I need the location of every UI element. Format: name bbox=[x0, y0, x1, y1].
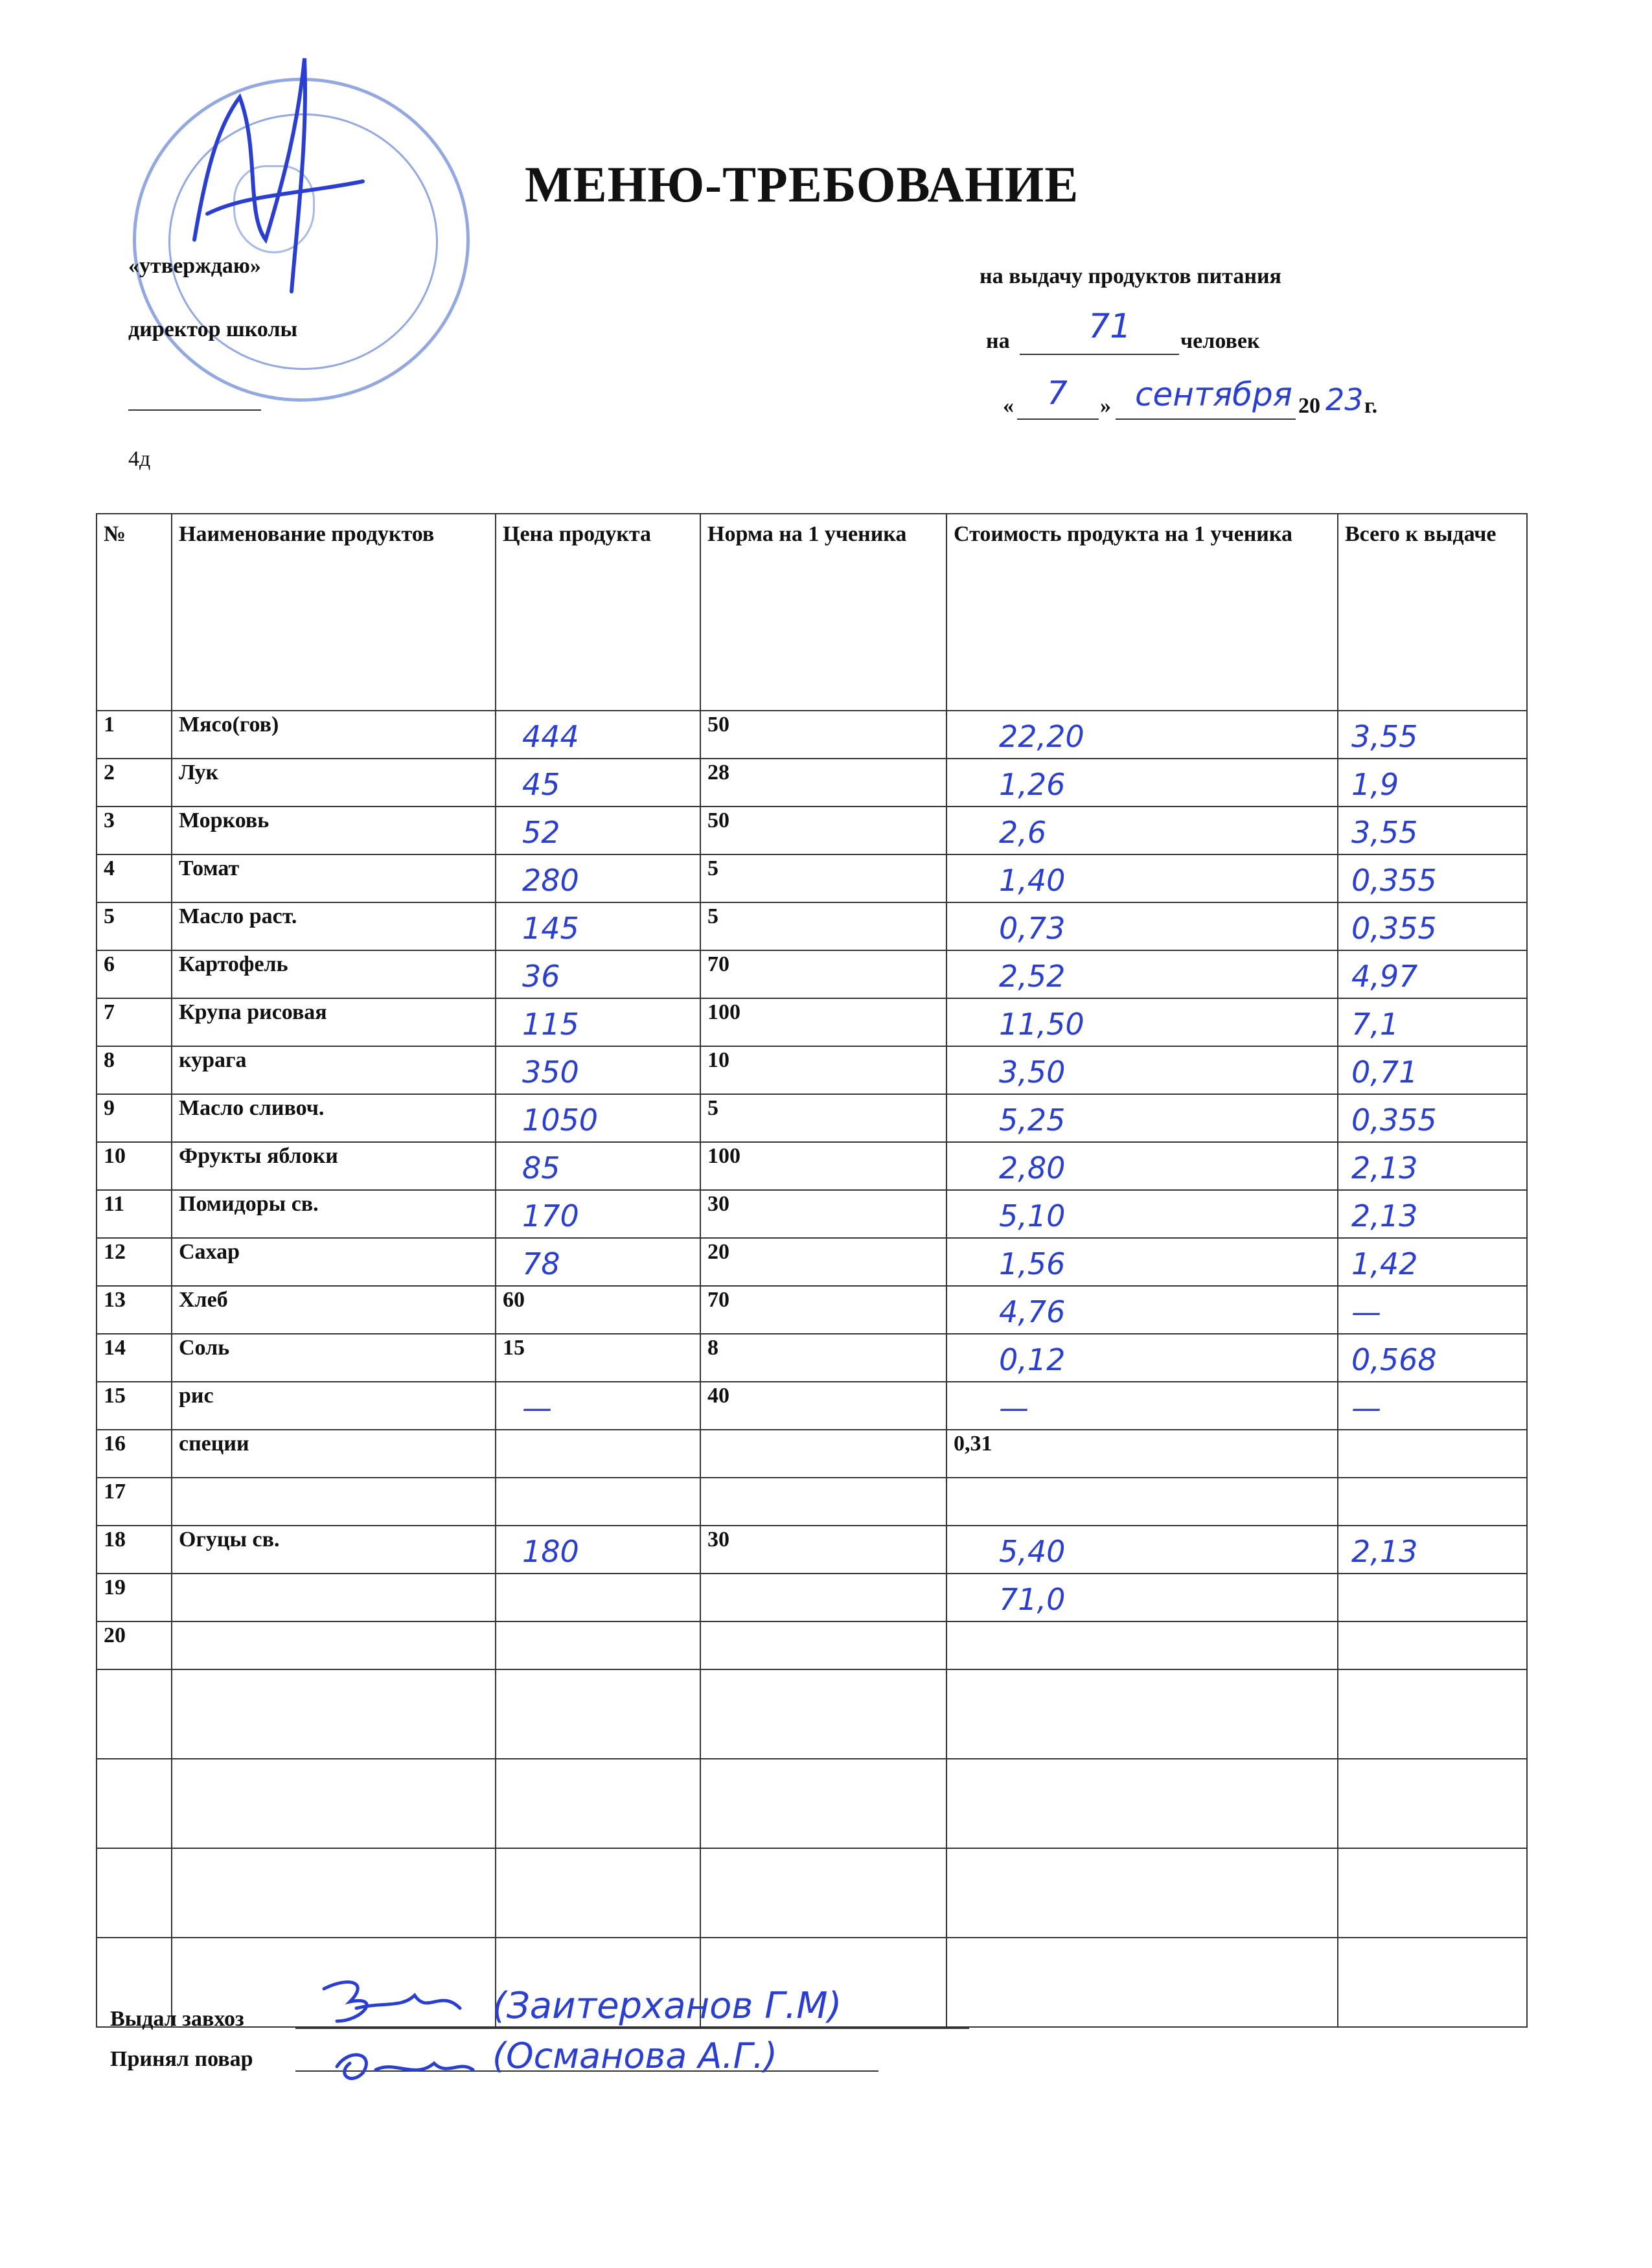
col-header-number: № bbox=[97, 514, 172, 711]
cost-per-student: 0,31 bbox=[946, 1430, 1338, 1478]
table-row bbox=[97, 1094, 1527, 1142]
product-price bbox=[496, 1478, 700, 1526]
cost-per-student-handwritten: 5,25 bbox=[999, 1103, 1066, 1138]
total-to-issue bbox=[1338, 1094, 1527, 1142]
cost-per-student bbox=[946, 854, 1338, 902]
empty-cell bbox=[172, 1669, 496, 1759]
row-number: 9 bbox=[97, 1094, 172, 1142]
table-row bbox=[97, 1478, 1527, 1526]
total-to-issue-handwritten: 2,13 bbox=[1351, 1198, 1418, 1233]
year-end: г. bbox=[1364, 394, 1378, 418]
cost-per-student bbox=[946, 1621, 1338, 1669]
product-price bbox=[496, 711, 700, 759]
approve-label: «утверждаю» bbox=[128, 254, 261, 278]
norm-per-student: 5 bbox=[700, 854, 946, 902]
total-to-issue bbox=[1338, 1190, 1527, 1238]
product-name: Сахар bbox=[172, 1238, 496, 1286]
col-header-price: Цена продукта bbox=[496, 514, 700, 711]
table-row bbox=[97, 1526, 1527, 1574]
product-name: Томат bbox=[172, 854, 496, 902]
cost-per-student-handwritten: 11,50 bbox=[999, 1007, 1084, 1042]
product-price bbox=[496, 1094, 700, 1142]
cost-per-student bbox=[946, 711, 1338, 759]
empty-cell bbox=[1338, 1759, 1527, 1848]
product-price bbox=[496, 1142, 700, 1190]
empty-cell bbox=[97, 1759, 172, 1848]
table-row bbox=[97, 998, 1527, 1046]
total-to-issue-handwritten: 2,13 bbox=[1351, 1151, 1418, 1186]
table-row bbox=[97, 807, 1527, 854]
product-name: Масло сливоч. bbox=[172, 1094, 496, 1142]
product-price bbox=[496, 807, 700, 854]
issued-by-signature bbox=[311, 1969, 479, 2041]
product-price-handwritten: 350 bbox=[522, 1055, 579, 1090]
norm-per-student: 30 bbox=[700, 1190, 946, 1238]
product-price bbox=[496, 998, 700, 1046]
total-to-issue bbox=[1338, 1430, 1527, 1478]
empty-table-row bbox=[97, 1848, 1527, 1938]
empty-cell bbox=[946, 1938, 1338, 2027]
people-prefix: на bbox=[986, 329, 1010, 353]
row-number: 5 bbox=[97, 902, 172, 950]
director-label: директор школы bbox=[128, 317, 298, 341]
total-to-issue bbox=[1338, 711, 1527, 759]
empty-cell bbox=[1338, 1848, 1527, 1938]
total-to-issue bbox=[1338, 1142, 1527, 1190]
product-name: Крупа рисовая bbox=[172, 998, 496, 1046]
row-number: 1 bbox=[97, 711, 172, 759]
row-number: 3 bbox=[97, 807, 172, 854]
cost-per-student-handwritten: 22,20 bbox=[999, 719, 1084, 754]
product-price bbox=[496, 1190, 700, 1238]
people-suffix: человек bbox=[1180, 329, 1260, 353]
cost-per-student bbox=[946, 759, 1338, 807]
row-number: 17 bbox=[97, 1478, 172, 1526]
cost-per-student-handwritten: 1,56 bbox=[999, 1246, 1066, 1281]
norm-per-student: 50 bbox=[700, 807, 946, 854]
total-to-issue-handwritten: 0,355 bbox=[1351, 863, 1437, 898]
cost-per-student bbox=[946, 1526, 1338, 1574]
row-number: 10 bbox=[97, 1142, 172, 1190]
cost-per-student bbox=[946, 950, 1338, 998]
table-row bbox=[97, 1286, 1527, 1334]
empty-cell bbox=[496, 1759, 700, 1848]
product-price-handwritten: 36 bbox=[522, 959, 560, 994]
table-row bbox=[97, 854, 1527, 902]
total-to-issue-handwritten: 1,9 bbox=[1351, 767, 1399, 802]
norm-per-student bbox=[700, 1621, 946, 1669]
empty-cell bbox=[496, 1669, 700, 1759]
norm-per-student: 20 bbox=[700, 1238, 946, 1286]
menu-requisition-table bbox=[96, 513, 1528, 2028]
table-row bbox=[97, 1334, 1527, 1382]
row-number: 13 bbox=[97, 1286, 172, 1334]
product-price bbox=[496, 1430, 700, 1478]
date-day: 7 bbox=[1047, 374, 1068, 412]
empty-cell bbox=[97, 1848, 172, 1938]
col-header-total: Всего к выдаче bbox=[1338, 514, 1527, 711]
row-number: 4 bbox=[97, 854, 172, 902]
product-price-handwritten: 115 bbox=[522, 1007, 579, 1042]
product-name: Лук bbox=[172, 759, 496, 807]
cost-per-student bbox=[946, 1238, 1338, 1286]
row-number: 7 bbox=[97, 998, 172, 1046]
issued-by-label: Выдал завхоз bbox=[110, 2007, 244, 2031]
empty-cell bbox=[700, 1669, 946, 1759]
norm-per-student: 5 bbox=[700, 1094, 946, 1142]
cost-per-student-handwritten: 2,6 bbox=[999, 815, 1047, 850]
total-to-issue-handwritten: 7,1 bbox=[1351, 1007, 1399, 1042]
product-price: 60 bbox=[496, 1286, 700, 1334]
cost-per-student-handwritten: 1,26 bbox=[999, 767, 1066, 802]
empty-cell bbox=[700, 1848, 946, 1938]
cost-per-student bbox=[946, 1478, 1338, 1526]
total-to-issue bbox=[1338, 1046, 1527, 1094]
total-to-issue bbox=[1338, 1478, 1527, 1526]
empty-table-row bbox=[97, 1759, 1527, 1848]
product-price bbox=[496, 1621, 700, 1669]
table-row bbox=[97, 1430, 1527, 1478]
total-to-issue bbox=[1338, 1238, 1527, 1286]
col-header-norm: Норма на 1 ученика bbox=[700, 514, 946, 711]
cost-per-student bbox=[946, 1382, 1338, 1430]
product-price-handwritten: 52 bbox=[522, 815, 560, 850]
product-price-handwritten: 85 bbox=[522, 1151, 560, 1186]
date-close-quote: » bbox=[1100, 394, 1111, 418]
empty-table-row bbox=[97, 1669, 1527, 1759]
product-price-handwritten: — bbox=[522, 1390, 552, 1425]
table-row bbox=[97, 759, 1527, 807]
table-row bbox=[97, 1142, 1527, 1190]
product-price bbox=[496, 1238, 700, 1286]
product-price bbox=[496, 1526, 700, 1574]
norm-per-student bbox=[700, 1430, 946, 1478]
cost-per-student bbox=[946, 1094, 1338, 1142]
row-number: 19 bbox=[97, 1574, 172, 1621]
table-row bbox=[97, 1190, 1527, 1238]
product-price: 15 bbox=[496, 1334, 700, 1382]
table-row bbox=[97, 1046, 1527, 1094]
subtitle: на выдачу продуктов питания bbox=[980, 264, 1281, 288]
product-name: специи bbox=[172, 1430, 496, 1478]
table-header-row bbox=[97, 514, 1527, 711]
people-count: 71 bbox=[1088, 307, 1132, 346]
norm-per-student: 70 bbox=[700, 950, 946, 998]
issued-by-name: (Заитерханов Г.М) bbox=[492, 1985, 842, 2027]
norm-per-student: 5 bbox=[700, 902, 946, 950]
row-number: 8 bbox=[97, 1046, 172, 1094]
product-price-handwritten: 444 bbox=[522, 719, 579, 754]
total-to-issue-handwritten: 4,97 bbox=[1351, 959, 1418, 994]
product-name: Морковь bbox=[172, 807, 496, 854]
row-number: 16 bbox=[97, 1430, 172, 1478]
row-number: 20 bbox=[97, 1621, 172, 1669]
empty-cell bbox=[946, 1759, 1338, 1848]
row-number: 11 bbox=[97, 1190, 172, 1238]
product-price bbox=[496, 854, 700, 902]
date-open-quote: « bbox=[1003, 394, 1014, 418]
cost-per-student-handwritten: 0,73 bbox=[999, 911, 1066, 946]
received-by-label: Принял повар bbox=[110, 2047, 253, 2071]
cost-per-student-handwritten: — bbox=[999, 1390, 1029, 1425]
product-name: Мясо(гов) bbox=[172, 711, 496, 759]
total-to-issue bbox=[1338, 759, 1527, 807]
row-number: 15 bbox=[97, 1382, 172, 1430]
cost-per-student bbox=[946, 1190, 1338, 1238]
empty-cell bbox=[496, 1848, 700, 1938]
cost-per-student-handwritten: 3,50 bbox=[999, 1055, 1066, 1090]
year-prefix: 20 bbox=[1298, 394, 1320, 418]
product-price-handwritten: 145 bbox=[522, 911, 579, 946]
product-price-handwritten: 180 bbox=[522, 1534, 579, 1569]
table-row bbox=[97, 711, 1527, 759]
col-header-product-name: Наименование продуктов bbox=[172, 514, 496, 711]
director-signature-line bbox=[128, 409, 261, 411]
table-row bbox=[97, 950, 1527, 998]
empty-cell bbox=[946, 1669, 1338, 1759]
total-to-issue bbox=[1338, 1286, 1527, 1334]
row-number: 12 bbox=[97, 1238, 172, 1286]
table-row bbox=[97, 1621, 1527, 1669]
cost-per-student bbox=[946, 807, 1338, 854]
total-to-issue-handwritten: 0,355 bbox=[1351, 911, 1437, 946]
empty-cell bbox=[172, 1848, 496, 1938]
product-name bbox=[172, 1574, 496, 1621]
cost-per-student-handwritten: 5,10 bbox=[999, 1198, 1066, 1233]
norm-per-student: 8 bbox=[700, 1334, 946, 1382]
product-price-handwritten: 280 bbox=[522, 863, 579, 898]
product-price-handwritten: 170 bbox=[522, 1198, 579, 1233]
cost-per-student-handwritten: 2,80 bbox=[999, 1151, 1066, 1186]
cost-per-student bbox=[946, 1574, 1338, 1621]
product-name: Масло раст. bbox=[172, 902, 496, 950]
cost-per-student bbox=[946, 1334, 1338, 1382]
total-to-issue-handwritten: — bbox=[1351, 1294, 1381, 1329]
total-to-issue bbox=[1338, 902, 1527, 950]
total-to-issue bbox=[1338, 854, 1527, 902]
row-number: 2 bbox=[97, 759, 172, 807]
product-price bbox=[496, 902, 700, 950]
norm-per-student: 50 bbox=[700, 711, 946, 759]
total-to-issue-handwritten: 3,55 bbox=[1351, 815, 1418, 850]
year-suffix: 23 bbox=[1325, 382, 1364, 417]
product-price-handwritten: 45 bbox=[522, 767, 560, 802]
col-header-cost: Стоимость продукта на 1 ученика bbox=[946, 514, 1338, 711]
product-price-handwritten: 1050 bbox=[522, 1103, 599, 1138]
product-name: Картофель bbox=[172, 950, 496, 998]
cost-per-student-handwritten: 0,12 bbox=[999, 1342, 1066, 1377]
norm-per-student: 100 bbox=[700, 1142, 946, 1190]
cost-per-student-handwritten: 71,0 bbox=[999, 1582, 1066, 1617]
product-name: Огуцы св. bbox=[172, 1526, 496, 1574]
norm-per-student: 40 bbox=[700, 1382, 946, 1430]
cost-per-student bbox=[946, 1286, 1338, 1334]
cost-per-student bbox=[946, 1046, 1338, 1094]
class-label: 4д bbox=[128, 447, 151, 471]
norm-per-student bbox=[700, 1478, 946, 1526]
product-name bbox=[172, 1478, 496, 1526]
norm-per-student: 100 bbox=[700, 998, 946, 1046]
empty-cell bbox=[172, 1759, 496, 1848]
product-price-handwritten: 78 bbox=[522, 1246, 560, 1281]
norm-per-student: 30 bbox=[700, 1526, 946, 1574]
received-by-signature bbox=[324, 2041, 479, 2092]
cost-per-student-handwritten: 2,52 bbox=[999, 959, 1066, 994]
product-name: Хлеб bbox=[172, 1286, 496, 1334]
total-to-issue-handwritten: 0,568 bbox=[1351, 1342, 1437, 1377]
cost-per-student bbox=[946, 998, 1338, 1046]
empty-cell bbox=[97, 1669, 172, 1759]
total-to-issue bbox=[1338, 950, 1527, 998]
cost-per-student-handwritten: 5,40 bbox=[999, 1534, 1066, 1569]
product-name: Фрукты яблоки bbox=[172, 1142, 496, 1190]
total-to-issue bbox=[1338, 1382, 1527, 1430]
product-price bbox=[496, 950, 700, 998]
norm-per-student: 28 bbox=[700, 759, 946, 807]
table-row bbox=[97, 1382, 1527, 1430]
product-name: Соль bbox=[172, 1334, 496, 1382]
total-to-issue bbox=[1338, 1334, 1527, 1382]
empty-cell bbox=[700, 1759, 946, 1848]
total-to-issue bbox=[1338, 1621, 1527, 1669]
total-to-issue-handwritten: 2,13 bbox=[1351, 1534, 1418, 1569]
row-number: 18 bbox=[97, 1526, 172, 1574]
row-number: 6 bbox=[97, 950, 172, 998]
product-price bbox=[496, 1574, 700, 1621]
product-price bbox=[496, 1382, 700, 1430]
cost-per-student-handwritten: 4,76 bbox=[999, 1294, 1066, 1329]
cost-per-student-handwritten: 1,40 bbox=[999, 863, 1066, 898]
row-number: 14 bbox=[97, 1334, 172, 1382]
empty-cell bbox=[1338, 1938, 1527, 2027]
empty-cell bbox=[946, 1848, 1338, 1938]
total-to-issue bbox=[1338, 1574, 1527, 1621]
product-name: рис bbox=[172, 1382, 496, 1430]
product-price bbox=[496, 1046, 700, 1094]
page-title: МЕНЮ-ТРЕБОВАНИЕ bbox=[525, 156, 1079, 212]
product-name: курага bbox=[172, 1046, 496, 1094]
cost-per-student bbox=[946, 902, 1338, 950]
date-month: сентября bbox=[1135, 376, 1292, 413]
total-to-issue bbox=[1338, 998, 1527, 1046]
total-to-issue-handwritten: 0,71 bbox=[1351, 1055, 1418, 1090]
norm-per-student: 10 bbox=[700, 1046, 946, 1094]
table-row bbox=[97, 1238, 1527, 1286]
total-to-issue-handwritten: 0,355 bbox=[1351, 1103, 1437, 1138]
total-to-issue-handwritten: 3,55 bbox=[1351, 719, 1418, 754]
table-row bbox=[97, 1574, 1527, 1621]
empty-cell bbox=[1338, 1669, 1527, 1759]
product-price bbox=[496, 759, 700, 807]
norm-per-student bbox=[700, 1574, 946, 1621]
total-to-issue-handwritten: 1,42 bbox=[1351, 1246, 1418, 1281]
product-name bbox=[172, 1621, 496, 1669]
table-row bbox=[97, 902, 1527, 950]
total-to-issue bbox=[1338, 807, 1527, 854]
product-name: Помидоры св. bbox=[172, 1190, 496, 1238]
total-to-issue bbox=[1338, 1526, 1527, 1574]
cost-per-student bbox=[946, 1142, 1338, 1190]
received-by-name: (Османова А.Г.) bbox=[492, 2035, 777, 2076]
norm-per-student: 70 bbox=[700, 1286, 946, 1334]
total-to-issue-handwritten: — bbox=[1351, 1390, 1381, 1425]
